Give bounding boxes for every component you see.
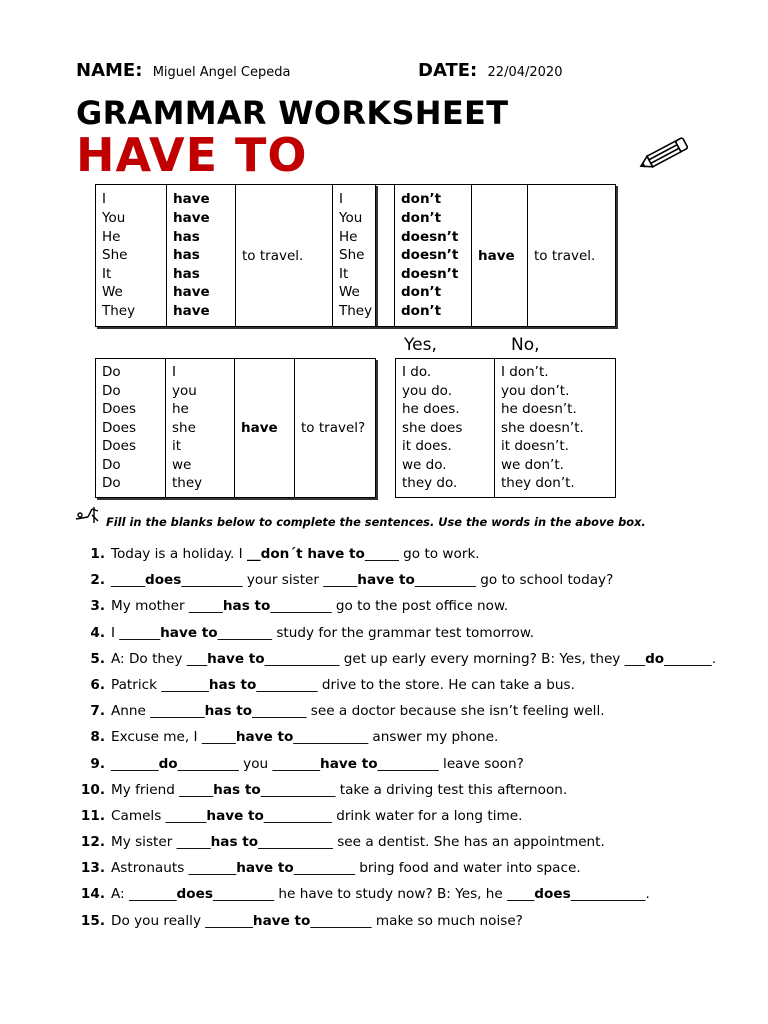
- question-text: [111, 571, 731, 589]
- no-answers-cell: [495, 359, 616, 498]
- question-item: [76, 624, 736, 642]
- text-fragment: _______: [111, 755, 159, 772]
- subject: I: [102, 191, 106, 208]
- yes-label: Yes,: [404, 335, 437, 355]
- question-number: 7.: [90, 703, 105, 720]
- question-number: 10.: [80, 781, 105, 798]
- auxiliary: doesn’t: [401, 228, 459, 245]
- question-number: 5.: [90, 650, 105, 667]
- ending-cell: to travel.: [528, 185, 616, 327]
- short-answers-table: [395, 358, 616, 498]
- scissors-icon: [74, 505, 104, 527]
- answer-fragment: have to: [236, 860, 294, 877]
- question-item: [76, 702, 736, 720]
- subjects-list: [339, 190, 388, 320]
- text-fragment: _______.: [664, 650, 717, 667]
- subjects-list: [102, 190, 160, 320]
- question-number: 12.: [80, 834, 105, 851]
- answer-fragment: have to: [252, 912, 311, 929]
- question-text: [111, 859, 731, 877]
- no-answer: we don’t.: [501, 456, 564, 473]
- question-text: [111, 728, 731, 746]
- answer-fragment: does: [176, 886, 213, 903]
- no-answer: they don’t.: [501, 475, 575, 492]
- subject: you: [172, 382, 197, 399]
- auxiliaries-cell: [395, 185, 472, 327]
- question-number: 3.: [90, 598, 105, 615]
- subjects-cell: [96, 185, 167, 327]
- answer-fragment: do: [158, 755, 178, 772]
- subject: We: [339, 284, 360, 301]
- text-fragment: I ______: [111, 624, 161, 641]
- question-text: [111, 833, 731, 851]
- auxiliary: Does: [102, 401, 136, 418]
- text-fragment: ___________ get up early every morning? B: Yes, they ___: [264, 650, 646, 667]
- text-fragment: _________ bring food and water into space.: [293, 860, 581, 877]
- question-number: 8.: [90, 729, 105, 746]
- auxiliary: Do: [102, 475, 121, 492]
- yes-answers-list: [402, 363, 488, 493]
- subjects-list: [172, 363, 228, 493]
- name-value: Miguel Angel Cepeda: [152, 65, 291, 80]
- no-answer: he doesn’t.: [501, 401, 577, 418]
- question-text: [111, 650, 731, 668]
- subject: He: [339, 228, 358, 245]
- question-text: [111, 702, 731, 720]
- subject: She: [102, 247, 128, 264]
- answer-fragment: has to: [222, 598, 271, 615]
- question-text: [111, 545, 731, 563]
- answer-fragment: have to: [160, 624, 218, 641]
- question-item: [76, 597, 736, 615]
- auxiliary: don’t: [401, 210, 442, 227]
- verb: has: [173, 247, 200, 264]
- answer-fragment: has to: [210, 834, 259, 851]
- subject: It: [339, 265, 349, 282]
- auxiliary: doesn’t: [401, 247, 459, 264]
- auxiliary: Does: [102, 438, 136, 455]
- text-fragment: Do you really _______: [111, 912, 253, 929]
- question-text: [111, 755, 731, 773]
- auxiliary: don’t: [401, 284, 442, 301]
- no-answer: you don’t.: [501, 382, 570, 399]
- question-number: 13.: [80, 860, 105, 877]
- yes-answer: it does.: [402, 438, 452, 455]
- text-fragment: ___________ take a driving test this afternoon.: [260, 781, 568, 798]
- ending-cell: to travel?: [295, 359, 376, 498]
- question-item: [76, 545, 736, 563]
- subject: We: [102, 284, 123, 301]
- text-fragment: _________ go to the post office now.: [270, 598, 509, 615]
- text-fragment: Anne ________: [111, 703, 205, 720]
- question-number: 2.: [90, 572, 105, 589]
- date-field: [418, 60, 562, 81]
- text-fragment: _________ you _______: [177, 755, 321, 772]
- text-fragment: _____ go to work.: [364, 546, 480, 562]
- question-item: [76, 833, 736, 851]
- verb-cell: have: [472, 185, 528, 327]
- question-table: [95, 358, 376, 498]
- subject: I: [339, 191, 343, 208]
- name-label: NAME:: [76, 60, 143, 81]
- answer-fragment: do: [645, 650, 665, 667]
- question-text: [111, 885, 731, 903]
- subject: They: [102, 302, 136, 319]
- text-fragment: ________ see a doctor because she isn’t feeling well.: [252, 703, 605, 720]
- no-answers-list: [501, 363, 609, 493]
- auxiliary: Does: [102, 419, 136, 436]
- auxiliary: don’t: [401, 302, 442, 319]
- subjects-cell: [333, 185, 395, 327]
- text-fragment: _________ make so much noise?: [310, 912, 523, 929]
- date-value: 22/04/2020: [487, 65, 563, 80]
- text-fragment: My friend _____: [111, 781, 214, 798]
- question-item: [76, 650, 736, 668]
- text-fragment: My mother _____: [111, 598, 223, 615]
- verb: have: [173, 284, 210, 301]
- question-text: [111, 597, 731, 615]
- question-item: [76, 676, 736, 694]
- answer-fragment: does: [144, 572, 182, 589]
- verbs-cell: [167, 185, 236, 327]
- answer-fragment: have to: [320, 755, 378, 772]
- text-fragment: _________ go to school today?: [414, 572, 614, 589]
- answer-fragment: have to: [357, 572, 415, 589]
- text-fragment: _________ your sister _____: [181, 572, 358, 589]
- name-field: [76, 60, 290, 81]
- question-number: 11.: [80, 807, 105, 824]
- subject: You: [339, 210, 363, 227]
- yes-answer: I do.: [402, 363, 432, 380]
- text-fragment: ________ study for the grammar test tomorrow.: [217, 624, 535, 641]
- text-fragment: Astronauts _______: [111, 860, 237, 877]
- subject: They: [339, 302, 373, 319]
- text-fragment: Patrick _______: [111, 676, 209, 693]
- instructions: Fill in the blanks below to complete the sentences. Use the words in the above box.: [106, 515, 646, 529]
- text-fragment: _________ drive to the store. He can take a bus.: [256, 676, 575, 693]
- yes-answer: she does: [402, 419, 463, 436]
- question-text: [111, 912, 731, 930]
- verb: has: [173, 265, 200, 282]
- subject: You: [102, 210, 126, 227]
- yes-answer: you do.: [402, 382, 452, 399]
- question-item: [76, 912, 736, 930]
- subject: it: [172, 438, 182, 455]
- auxiliary: don’t: [401, 191, 442, 208]
- subject: she: [172, 419, 196, 436]
- text-fragment: _________ he have to study now? B: Yes, he ____: [212, 886, 535, 903]
- question-number: 6.: [90, 676, 105, 693]
- text-fragment: A: Do they ___: [111, 650, 208, 667]
- answer-fragment: does: [534, 886, 571, 903]
- subject: She: [339, 247, 365, 264]
- yes-answers-cell: [396, 359, 495, 498]
- no-answer: I don’t.: [501, 363, 549, 380]
- subject: they: [172, 475, 203, 492]
- verb-cell: have: [235, 359, 295, 498]
- text-fragment: Camels ______: [111, 807, 207, 824]
- question-list: [76, 545, 736, 938]
- negative-table: [332, 184, 616, 327]
- question-number: 14.: [80, 886, 105, 903]
- answer-fragment: have to: [207, 650, 265, 667]
- text-fragment: ___________.: [570, 886, 650, 903]
- question-number: 9.: [90, 755, 105, 772]
- text-fragment: A: _______: [111, 886, 177, 903]
- subject: he: [172, 401, 189, 418]
- answer-fragment: have to: [206, 807, 264, 824]
- question-item: [76, 571, 736, 589]
- question-text: [111, 676, 731, 694]
- worksheet-title: GRAMMAR WORKSHEET: [76, 94, 509, 132]
- auxiliary: doesn’t: [401, 265, 459, 282]
- text-fragment: ___________ see a dentist. She has an appointment.: [258, 834, 605, 851]
- date-label: DATE:: [418, 60, 478, 81]
- subject: I: [172, 363, 176, 380]
- yes-answer: they do.: [402, 475, 458, 492]
- question-item: [76, 885, 736, 903]
- subject: It: [102, 265, 112, 282]
- question-item: [76, 807, 736, 825]
- question-text: [111, 807, 731, 825]
- auxiliary: Do: [102, 456, 121, 473]
- verb: have: [173, 210, 210, 227]
- subject: He: [102, 228, 121, 245]
- auxiliaries-list: [102, 363, 159, 493]
- question-number: 1.: [90, 546, 105, 562]
- question-number: 15.: [80, 912, 105, 929]
- question-item: [76, 781, 736, 799]
- yes-answer: he does.: [402, 401, 460, 418]
- text-fragment: Excuse me, I _____: [111, 729, 236, 746]
- auxiliary: Do: [102, 363, 121, 380]
- verb: have: [173, 191, 210, 208]
- pencil-icon: [634, 132, 694, 176]
- ending-cell: to travel.: [236, 185, 376, 327]
- answer-fragment: __don´t have to: [247, 546, 365, 562]
- question-item: [76, 728, 736, 746]
- subjects-cell: [166, 359, 235, 498]
- yes-answer: we do.: [402, 456, 447, 473]
- text-fragment: ___________ answer my phone.: [293, 729, 499, 746]
- answer-fragment: have to: [235, 729, 294, 746]
- text-fragment: My sister _____: [111, 834, 211, 851]
- subject: we: [172, 456, 192, 473]
- question-text: [111, 624, 731, 642]
- verb: has: [173, 228, 200, 245]
- question-item: [76, 755, 736, 773]
- question-text: [111, 781, 731, 799]
- no-label: No,: [511, 335, 540, 355]
- question-number: 4.: [90, 624, 105, 641]
- no-answer: she doesn’t.: [501, 419, 584, 436]
- text-fragment: __________ drink water for a long time.: [263, 807, 523, 824]
- question-item: [76, 859, 736, 877]
- auxiliaries-list: [401, 190, 465, 320]
- auxiliaries-cell: [96, 359, 166, 498]
- answer-fragment: has to: [208, 676, 257, 693]
- verbs-list: [173, 190, 229, 320]
- text-fragment: _____: [111, 572, 145, 589]
- auxiliary: Do: [102, 382, 121, 399]
- answer-fragment: has to: [213, 781, 261, 798]
- worksheet-topic: HAVE TO: [76, 128, 308, 182]
- no-answer: it doesn’t.: [501, 438, 569, 455]
- answer-fragment: has to: [204, 703, 253, 720]
- text-fragment: _________ leave soon?: [377, 755, 524, 772]
- text-fragment: Today is a holiday. I: [111, 546, 247, 562]
- verb: have: [173, 302, 210, 319]
